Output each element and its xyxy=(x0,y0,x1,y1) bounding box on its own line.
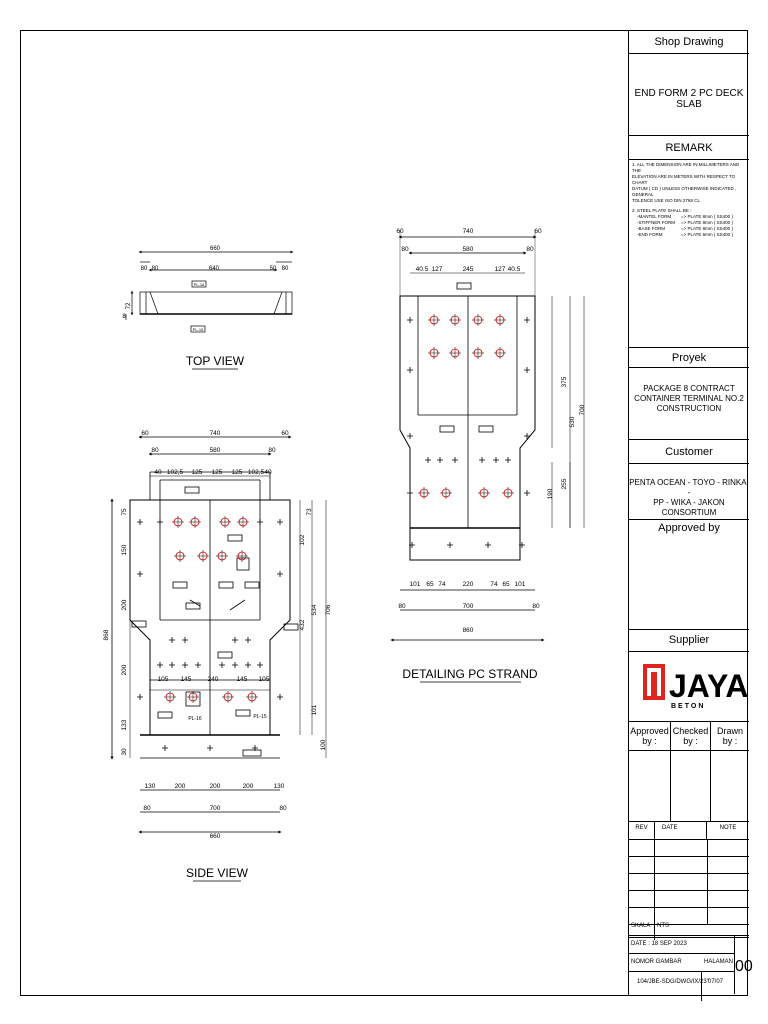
centerline xyxy=(187,691,199,703)
signature-row xyxy=(629,722,749,822)
dim: 60 xyxy=(396,228,404,235)
centerline xyxy=(502,487,514,499)
plate-name: -STIFFNER FORM xyxy=(637,220,675,225)
dim: 640 xyxy=(208,266,220,272)
dim: 530 xyxy=(569,416,576,428)
dim: 432 xyxy=(299,619,306,631)
anchor-mark-icon xyxy=(137,694,143,700)
anchor-mark-icon xyxy=(195,662,201,668)
revision-row xyxy=(629,873,749,891)
dim: 105 xyxy=(157,676,169,683)
strand-bolts xyxy=(418,314,514,499)
anchor-mark-icon xyxy=(182,637,188,643)
centerline xyxy=(428,314,440,326)
checked-by: Checked by : xyxy=(671,722,711,821)
note-label: NOTE xyxy=(719,825,737,831)
dim: 74 xyxy=(438,581,446,588)
dim: 75 xyxy=(121,508,128,516)
anchor-mark-icon xyxy=(505,457,511,463)
skala-label: SKALA xyxy=(631,923,651,929)
plate-name: -MANTEL FORM xyxy=(637,214,672,219)
dim: 80 xyxy=(401,246,409,253)
dim: 150 xyxy=(121,544,128,556)
centerline xyxy=(449,314,461,326)
plate-name: -END FORM xyxy=(637,232,663,237)
dim: 8 xyxy=(122,314,126,320)
revision-header-row xyxy=(629,822,749,840)
dim: 80 xyxy=(398,603,406,610)
anchor-mark-icon xyxy=(524,433,530,439)
dim: 740 xyxy=(209,430,221,437)
plate-name: -BASE FORM xyxy=(637,226,666,231)
dim: 50 xyxy=(269,266,277,272)
top-view-dims xyxy=(122,246,289,332)
dim: 125 xyxy=(191,469,203,476)
centerline xyxy=(472,347,484,359)
dim: 60 xyxy=(281,430,289,437)
centerline xyxy=(219,516,231,528)
centerline xyxy=(418,487,430,499)
centerline xyxy=(246,691,258,703)
anchor-mark-icon xyxy=(232,662,238,668)
centerline xyxy=(236,550,248,562)
title-block xyxy=(628,30,753,996)
anchor-mark-icon xyxy=(137,571,143,577)
logo-subtext: BETON xyxy=(671,703,706,710)
centerline xyxy=(189,516,201,528)
centerline xyxy=(222,691,234,703)
approved-header: Approved by xyxy=(629,520,749,630)
remark-body xyxy=(629,160,749,348)
centerline xyxy=(174,550,186,562)
side-view-caption: SIDE VIEW xyxy=(185,866,249,880)
centerline xyxy=(478,487,490,499)
top-view-caption: TOP VIEW xyxy=(185,354,245,368)
anchor-mark-icon xyxy=(524,490,530,496)
centerline xyxy=(472,314,484,326)
dim: 80 xyxy=(151,447,159,454)
project-header: Proyek xyxy=(629,348,749,368)
dim: 145 xyxy=(236,676,248,683)
approved-by: Approved by : xyxy=(629,722,671,821)
anchor-mark-icon xyxy=(277,694,283,700)
dim: 100 xyxy=(320,739,327,751)
halaman-label: HALAMAN xyxy=(704,959,734,965)
anchor-mark-icon xyxy=(157,662,163,668)
dim: 700 xyxy=(462,603,474,610)
dim: 40 xyxy=(264,469,272,476)
anchor-mark-icon xyxy=(493,457,499,463)
anchor-mark-icon xyxy=(479,457,485,463)
dim: 706 xyxy=(325,604,332,616)
dim: 101 xyxy=(514,581,526,588)
logo-text: JAYA xyxy=(669,668,749,704)
dim: 220 xyxy=(462,581,474,588)
dim: 101 xyxy=(409,581,421,588)
side-view xyxy=(112,437,326,832)
centerline xyxy=(172,516,184,528)
side-view-dims xyxy=(103,430,332,840)
tag: PL-16 xyxy=(188,716,202,722)
anchor-mark-icon xyxy=(437,457,443,463)
anchor-mark-icon xyxy=(407,317,413,323)
date-label: DATE xyxy=(654,822,707,839)
anchor-mark-icon xyxy=(407,367,413,373)
nomor-label: NOMOR GAMBAR xyxy=(631,959,682,965)
anchor-mark-icon xyxy=(425,457,431,463)
skala-value: NTS xyxy=(654,918,669,940)
dim: 130 xyxy=(144,783,156,790)
dim: 60 xyxy=(141,430,149,437)
anchor-mark-icon xyxy=(245,637,251,643)
drawing-title: END FORM 2 PC DECK SLAB xyxy=(629,54,749,136)
nomor-value-row xyxy=(629,972,734,994)
anchor-mark-icon xyxy=(219,662,225,668)
anchor-mark-icon xyxy=(257,519,263,525)
dim: 80 xyxy=(526,246,534,253)
anchor-mark-icon xyxy=(257,662,263,668)
remark-header: REMARK xyxy=(629,136,749,160)
plate-spec: => PLATE 6mm ( SS400 ) xyxy=(681,232,733,237)
anchor-mark-icon xyxy=(407,490,413,496)
dim: 80 xyxy=(151,266,159,272)
dim: 125 xyxy=(231,469,243,476)
dim: 200 xyxy=(121,664,128,676)
dim: 145 xyxy=(180,676,192,683)
dim: 60 xyxy=(534,228,542,235)
plate-spec: => PLATE 8mm ( SS400 ) xyxy=(681,214,733,219)
dim: 102,5 xyxy=(166,469,184,476)
anchor-mark-icon xyxy=(207,745,213,751)
project-name: PACKAGE 8 CONTRACT CONTAINER TERMINAL NO.2 CONSTRUCTION xyxy=(629,368,749,440)
dim: 240 xyxy=(207,676,219,683)
anchor-mark-icon xyxy=(277,519,283,525)
strand-view xyxy=(392,230,584,640)
dim: 105 xyxy=(258,676,270,683)
strand-crosses xyxy=(407,317,530,548)
customer-header: Customer xyxy=(629,440,749,464)
anchor-mark-icon xyxy=(137,519,143,525)
dim: 80 xyxy=(143,805,151,812)
dim: 133 xyxy=(121,719,128,731)
rev-label: REV xyxy=(629,822,655,842)
dim: 700 xyxy=(579,404,586,416)
dim: 80 xyxy=(281,266,289,272)
tag: PL-15 xyxy=(192,327,204,332)
dim: 860 xyxy=(462,627,474,634)
date-row: DATE : 18 SEP 2023 xyxy=(629,936,734,954)
anchor-mark-icon xyxy=(162,745,168,751)
anchor-mark-icon xyxy=(277,571,283,577)
supplier-header: Supplier xyxy=(629,630,749,652)
dim: 30 xyxy=(121,748,128,756)
dim: 200 xyxy=(242,783,254,790)
jaya-logo xyxy=(629,652,749,722)
dim: 200 xyxy=(209,783,221,790)
strand-view-caption: DETAILING PC STRAND xyxy=(402,667,538,681)
anchor-mark-icon xyxy=(182,662,188,668)
anchor-mark-icon xyxy=(524,367,530,373)
dim: 200 xyxy=(174,783,186,790)
dim: 80 xyxy=(279,805,287,812)
anchor-mark-icon xyxy=(485,542,491,548)
dim: 65 xyxy=(426,581,434,588)
dim: 200 xyxy=(121,599,128,611)
customer-name: PENTA OCEAN - TOYO - RINKAI - PP - WIKA - JAKON CONSORTIUM xyxy=(629,464,749,520)
strand-view-dims xyxy=(396,228,586,634)
anchor-mark-icon xyxy=(452,457,458,463)
dim: 580 xyxy=(209,447,221,454)
anchor-mark-icon xyxy=(447,542,453,548)
dim: 245 xyxy=(462,266,474,273)
dim: 127 xyxy=(494,266,506,273)
plate-spec: => PLATE 8mm ( SS400 ) xyxy=(681,220,733,225)
centerline xyxy=(197,550,209,562)
shop-drawing-header: Shop Drawing xyxy=(629,30,749,54)
dim: 40 xyxy=(154,469,162,476)
centerline xyxy=(216,550,228,562)
dim: 72 xyxy=(126,302,132,310)
supplier-logo xyxy=(629,652,749,722)
dim: 40.5 xyxy=(507,266,521,273)
nomor-value: 104/JBE-SDG/DWG/IX/23" xyxy=(637,979,709,985)
revision-row xyxy=(629,890,749,908)
dim: 80 xyxy=(268,447,276,454)
centerline xyxy=(494,347,506,359)
dim: 73 xyxy=(306,508,313,516)
anchor-mark-icon xyxy=(169,662,175,668)
dim: 580 xyxy=(462,246,474,253)
centerline xyxy=(164,691,176,703)
dim: 534 xyxy=(311,604,318,616)
nomor-label-row xyxy=(629,954,734,972)
revision-row xyxy=(629,856,749,874)
dim: 255 xyxy=(561,478,568,490)
dim: 375 xyxy=(561,376,568,388)
dim: 868 xyxy=(103,629,110,641)
dim: 660 xyxy=(209,246,221,252)
dim: 40.5 xyxy=(415,266,429,273)
plate-spec: => PLATE 8mm ( SS400 ) xyxy=(681,226,733,231)
dim: 660 xyxy=(209,833,221,840)
anchor-mark-icon xyxy=(157,519,163,525)
remark-1: 1. ALL THE DIMENSION ARE IN MILLIMETERS AND THE ELEVATION ARE IN METERS WITH RESPECT TO CHART DATUM ( CD ) UNLESS OTHERWISE INDICATED , GENERAL TOLENCE USE ISO DIN 2768 CL xyxy=(632,162,740,203)
dim: 80 xyxy=(140,266,148,272)
anchor-mark-icon xyxy=(232,637,238,643)
dim: 80 xyxy=(532,603,540,610)
dim: 740 xyxy=(462,228,474,235)
dim: 127 xyxy=(431,266,443,273)
dim: 130 xyxy=(273,783,285,790)
centerline xyxy=(449,347,461,359)
halaman-value: 07/07 xyxy=(701,972,723,1001)
anchor-mark-icon xyxy=(524,317,530,323)
centerline xyxy=(440,487,452,499)
tag: PL-18 xyxy=(193,282,205,287)
remark-2-title: 2. STEEL PLATE SHALL BE : xyxy=(632,208,692,213)
dim: 101 xyxy=(311,704,318,716)
steel-plate-list xyxy=(632,214,746,238)
dim: 65 xyxy=(502,581,510,588)
revision-row xyxy=(629,839,749,857)
dim: 125 xyxy=(211,469,223,476)
dim: 102,5 xyxy=(247,469,265,476)
steel-plate-row xyxy=(632,232,746,238)
centerline xyxy=(237,516,249,528)
dim: 700 xyxy=(209,805,221,812)
dim: 102 xyxy=(299,534,306,546)
top-view xyxy=(126,252,292,332)
anchor-mark-icon xyxy=(169,637,175,643)
revision-number: 00 xyxy=(734,936,749,994)
tag: PL-15 xyxy=(253,714,267,720)
dim: 190 xyxy=(547,488,554,500)
dim: 74 xyxy=(490,581,498,588)
anchor-mark-icon xyxy=(245,662,251,668)
centerline xyxy=(428,347,440,359)
anchor-mark-icon xyxy=(407,433,413,439)
side-view-bolts xyxy=(164,516,258,703)
centerline xyxy=(494,314,506,326)
drawn-by: Drawn by : xyxy=(716,726,743,746)
skala-row xyxy=(629,918,749,936)
